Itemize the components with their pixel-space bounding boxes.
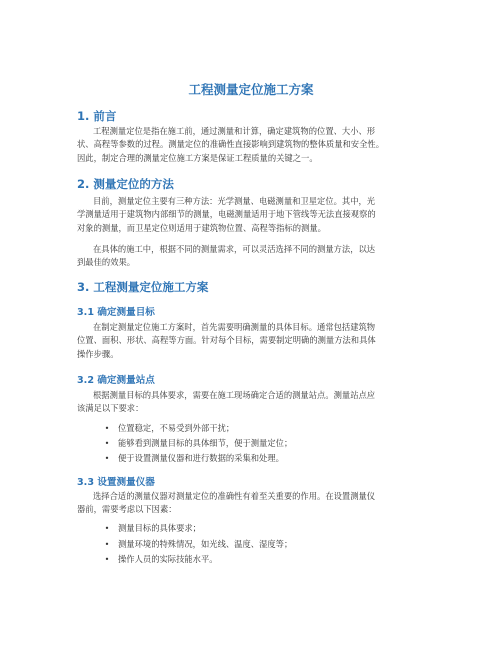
paragraph-line: 目前，测量定位主要有三种方法：光学测量、电磁测量和卫星定位。其中，光 [93, 196, 376, 206]
paragraph-line: 状、高程等参数的过程。测量定位的准确性直接影响到建筑物的整体质量和安全性。 [77, 139, 384, 150]
list-item [104, 437, 293, 450]
subsection-3-3-heading: 3.3 设置测量仪器 [77, 477, 155, 488]
paragraph-line: 在制定测量定位施工方案时，首先需要明确测量的具体目标。通常包括建筑物 [93, 322, 376, 332]
paragraph-line: 在具体的施工中，根据不同的测量需求，可以灵活选择不同的测量方法，以达 [93, 244, 376, 254]
subsection-3-2-heading: 3.2 确定测量站点 [77, 375, 155, 386]
subsection-3-3-paragraph [77, 490, 432, 517]
list-item [104, 422, 235, 435]
paragraph-line: 器前，需要考虑以下因素： [77, 504, 177, 515]
list-item-text: 位置稳定，不易受到外部干扰； [118, 423, 235, 433]
subsection-3-1-heading: 3.1 确定测量目标 [77, 307, 155, 318]
section-3-heading: 3. 工程测量定位施工方案 [77, 280, 209, 294]
list-item-text: 测量目标的具体要求； [118, 523, 201, 533]
paragraph-line: 对象的测量，而卫星定位则适用于建筑物位置、高程等指标的测量。 [77, 222, 326, 233]
subsection-3-1-paragraph [77, 321, 432, 361]
list-item-text: 能够看到测量目标的具体细节，便于测量定位； [118, 438, 293, 448]
paragraph-line: 根据测量目标的具体要求，需要在施工现场确定合适的测量站点。测量站点应 [93, 390, 376, 400]
list-item-text: 便于设置测量仪器和进行数据的采集和处理。 [118, 453, 284, 463]
bullet-icon: • [104, 424, 110, 433]
paragraph-line: 位置、面积、形状、高程等方面。针对每个目标，需要制定明确的测量方法和具体 [77, 335, 376, 346]
section-2-paragraph-1 [77, 195, 432, 235]
list-item-text: 操作人员的实际技能水平。 [118, 554, 218, 564]
document-title: 工程测量定位施工方案 [188, 82, 314, 97]
paragraph-line: 工程测量定位是指在施工前，通过测量和计算，确定建筑物的位置、大小、形 [93, 126, 376, 136]
bullet-icon: • [104, 540, 110, 549]
bullet-icon: • [104, 555, 110, 564]
paragraph-line: 该满足以下要求： [77, 403, 144, 414]
paragraph-line: 学测量适用于建筑物内部细节的测量，电磁测量适用于地下管线等无法直接观察的 [77, 209, 376, 220]
paragraph-line: 到最佳的效果。 [77, 257, 136, 268]
list-item [104, 553, 218, 566]
section-2-heading: 2. 测量定位的方法 [77, 177, 174, 191]
paragraph-line: 操作步骤。 [77, 348, 119, 359]
paragraph-line: 因此，制定合理的测量定位施工方案是保证工程质量的关键之一。 [77, 152, 318, 163]
paragraph-line: 选择合适的测量仪器对测量定位的准确性有着至关重要的作用。在设置测量仪 [93, 491, 376, 501]
bullet-icon: • [104, 524, 110, 533]
list-item [104, 522, 201, 535]
bullet-icon: • [104, 454, 110, 463]
bullet-icon: • [104, 439, 110, 448]
list-item [104, 538, 293, 551]
list-item [104, 452, 284, 465]
section-2-paragraph-2 [77, 243, 432, 270]
section-1-paragraph [77, 125, 432, 165]
subsection-3-2-paragraph [77, 389, 432, 416]
section-1-heading: 1. 前言 [77, 109, 117, 123]
list-item-text: 测量环境的特殊情况，如光线、温度、湿度等； [118, 539, 293, 549]
